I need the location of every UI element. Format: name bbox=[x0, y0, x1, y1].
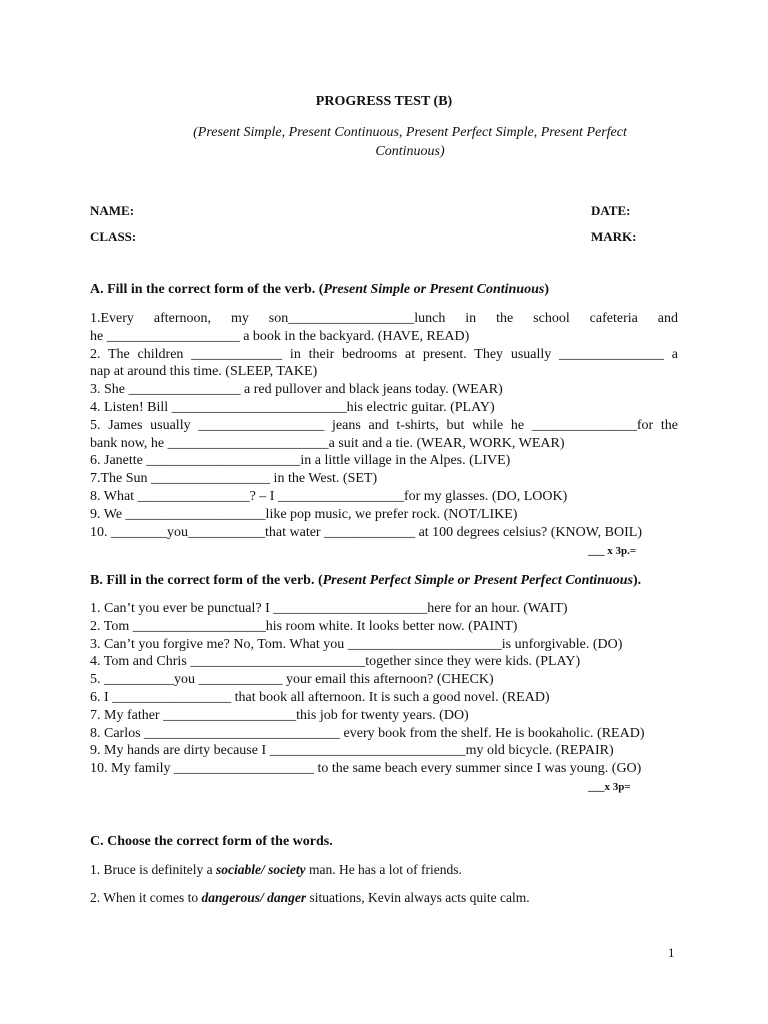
section-c-item-after: situations, Kevin always acts quite calm. bbox=[306, 890, 530, 905]
section-c-item bbox=[90, 861, 462, 879]
section-c-item bbox=[90, 889, 530, 907]
section-a-line: he ___________________ a book in the backyard. (HAVE, READ) bbox=[90, 328, 470, 344]
section-c-item-after: man. He has a lot of friends. bbox=[305, 862, 462, 877]
section-b-line: 6. I _________________ that book all afternoon. It is such a good novel. (READ) bbox=[90, 689, 550, 705]
subtitle-line-2: Continuous) bbox=[375, 144, 445, 159]
section-a-line: bank now, he _______________________a suit and a tie. (WEAR, WORK, WEAR) bbox=[90, 435, 565, 451]
section-a-line: 10. ________you___________that water _____________ at 100 degrees celsius? (KNOW, BOIL) bbox=[90, 524, 643, 540]
section-b-line: 10. My family ____________________ to the same beach every summer since I was young. (GO) bbox=[90, 761, 642, 777]
section-b-line: 1. Can’t you ever be punctual? I ______________________here for an hour. (WAIT) bbox=[90, 601, 568, 616]
section-b-line: 2. Tom ___________________his room white. It looks better now. (PAINT) bbox=[90, 618, 518, 634]
section-a-line: 7.The Sun _________________ in the West. (SET) bbox=[90, 471, 378, 487]
section-a-list bbox=[90, 310, 678, 541]
section-c-heading: C. Choose the correct form of the words. bbox=[90, 834, 333, 849]
section-c-item-before: 1. Bruce is definitely a bbox=[90, 862, 216, 877]
section-a-heading-italic: Present Simple or Present Continuous bbox=[323, 282, 545, 297]
section-a-line: 2. The children _____________ in their bedrooms at present. They usually _______________ a bbox=[90, 346, 678, 362]
section-a-heading bbox=[90, 281, 549, 299]
name-label: NAME: bbox=[90, 203, 135, 218]
section-c-item-choice: sociable/ society bbox=[215, 862, 306, 877]
section-a-line: 5. James usually __________________ jeans and t-shirts, but while he _______________for the bbox=[90, 417, 678, 433]
section-b-line: 4. Tom and Chris _________________________together since they were kids. (PLAY) bbox=[90, 654, 581, 670]
subtitle-line-1: (Present Simple, Present Continuous, Present Perfect Simple, Present Perfect bbox=[193, 125, 627, 140]
section-a-line: nap at around this time. (SLEEP, TAKE) bbox=[90, 364, 318, 380]
section-b-line: 7. My father ___________________this job for twenty years. (DO) bbox=[90, 707, 469, 723]
section-a-heading-suffix: ) bbox=[544, 282, 549, 297]
section-a-line: 6. Janette ______________________in a little village in the Alpes. (LIVE) bbox=[90, 453, 511, 469]
section-b-list bbox=[90, 600, 678, 778]
section-c-item-before: 2. When it comes to bbox=[90, 890, 202, 905]
section-b-heading bbox=[90, 572, 641, 590]
page-title: PROGRESS TEST (B) bbox=[315, 94, 453, 109]
date-label: DATE: bbox=[591, 203, 631, 218]
section-a-line: 1.Every afternoon, my son__________________lunch in the school cafeteria and bbox=[90, 311, 678, 326]
section-b-score: ___x 3p= bbox=[588, 781, 631, 793]
section-a-line: 3. She ________________ a red pullover and black jeans today. (WEAR) bbox=[90, 382, 503, 398]
section-a-heading-prefix: A. Fill in the correct form of the verb. ( bbox=[90, 282, 324, 297]
class-label: CLASS: bbox=[90, 229, 137, 244]
section-a-line: 8. What ________________? – I __________________for my glasses. (DO, LOOK) bbox=[90, 488, 568, 504]
section-b-line: 3. Can’t you forgive me? No, Tom. What you ______________________is unforgivable. (DO) bbox=[90, 636, 623, 652]
section-b-heading-italic: Present Perfect Simple or Present Perfect Continuous bbox=[322, 573, 633, 588]
section-b-line: 5. __________you ____________ your email this afternoon? (CHECK) bbox=[90, 672, 494, 688]
section-a-score: ___ x 3p.= bbox=[588, 545, 637, 557]
section-b-line: 8. Carlos ____________________________ every book from the shelf. He is bookaholic. (READ) bbox=[90, 725, 645, 741]
section-b-heading-suffix: ). bbox=[632, 573, 642, 588]
section-c-item-choice: dangerous/ danger bbox=[201, 890, 307, 905]
section-a-line: 4. Listen! Bill _________________________his electric guitar. (PLAY) bbox=[90, 399, 495, 415]
section-b-heading-prefix: B. Fill in the correct form of the verb. ( bbox=[90, 573, 323, 588]
page-subtitle bbox=[170, 123, 650, 161]
section-b-line: 9. My hands are dirty because I ____________________________my old bicycle. (REPAIR) bbox=[90, 743, 614, 759]
mark-label: MARK: bbox=[591, 229, 637, 244]
page-number: 1 bbox=[668, 945, 675, 960]
section-a-line: 9. We ____________________like pop music, we prefer rock. (NOT/LIKE) bbox=[90, 506, 518, 522]
